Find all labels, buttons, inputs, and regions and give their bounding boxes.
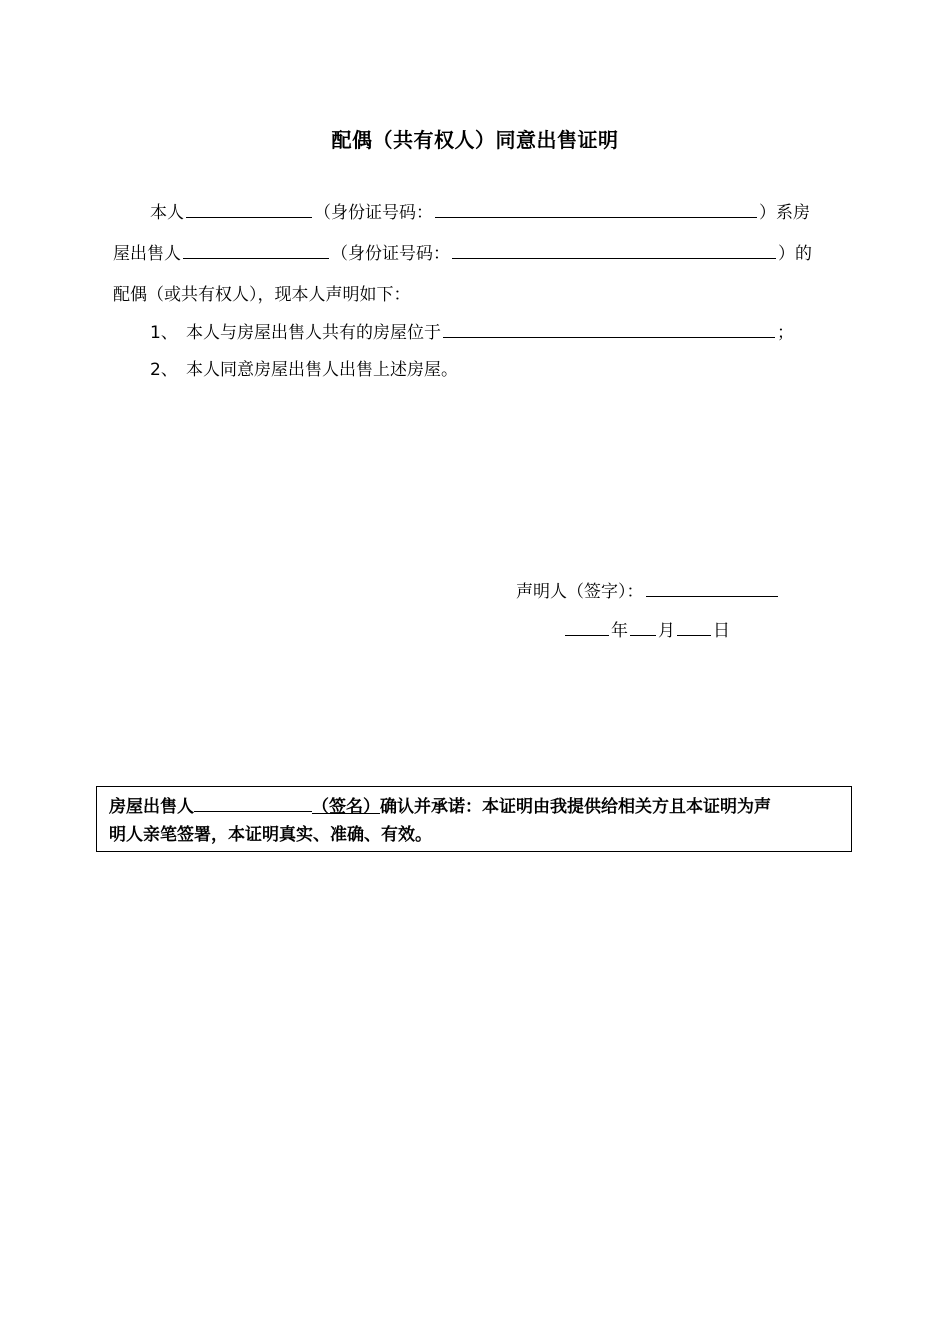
property-address-blank[interactable] [443,320,775,338]
day-blank[interactable] [677,618,711,636]
paragraph-line-1 [150,200,810,225]
list-text-2: 本人同意房屋出售人出售上述房屋。 [186,360,458,380]
confirmation-line-2: 明人亲笔签署，本证明真实、准确、有效。 [109,825,432,845]
seller-name-blank[interactable] [183,241,329,259]
paragraph-line-3: 配偶（或共有权人），现本人声明如下： [113,285,411,305]
seller-label: 房屋出售人 [109,797,194,817]
text-self: 本人 [150,203,184,223]
text-id-label: （身份证号码： [314,203,433,223]
year-label: 年 [611,621,628,641]
document-title: 配偶（共有权人）同意出售证明 [331,128,619,152]
list-text-1: 本人与房屋出售人共有的房屋位于 [186,323,441,343]
confirmation-line-1 [109,793,841,821]
month-blank[interactable] [630,618,656,636]
id-number-blank[interactable] [435,200,757,218]
name-blank[interactable] [186,200,312,218]
text-seller: 屋出售人 [113,244,181,264]
seller-confirmation-box [96,786,852,852]
year-blank[interactable] [565,618,609,636]
seller-signature-blank[interactable] [194,794,312,812]
day-label: 日 [713,621,730,641]
list-number-2: 2、 [150,360,178,380]
signature-line [516,579,780,604]
text-relation: ）系房 [759,203,810,223]
sign-label: （签名） [312,797,380,817]
list-number-1: 1、 [150,323,178,343]
text-seller-id-label: （身份证号码： [331,244,450,264]
month-label: 月 [658,621,675,641]
signature-label: 声明人（签字）： [516,582,644,602]
date-line [563,618,730,643]
text-of: ）的 [778,244,812,264]
paragraph-line-2 [113,241,812,266]
seller-id-number-blank[interactable] [452,241,776,259]
confirmation-text-1: 确认并承诺：本证明由我提供给相关方且本证明为声 [380,797,771,817]
signature-blank[interactable] [646,579,778,597]
list-item-1 [150,320,794,345]
list-item-2 [150,358,458,382]
list-end-1: ； [777,323,794,343]
